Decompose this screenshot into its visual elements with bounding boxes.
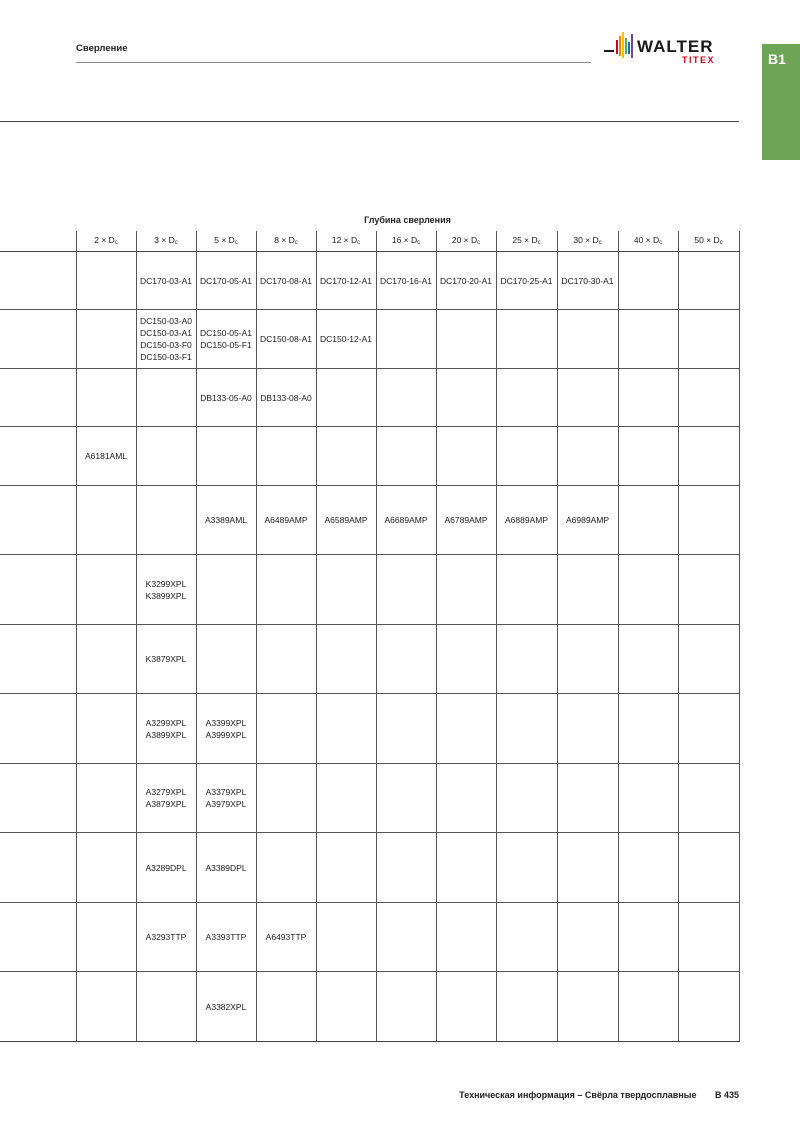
table-cell: [376, 972, 436, 1042]
row-label-cell: [0, 310, 76, 369]
drill-code: A3879XPL: [145, 799, 187, 809]
header-cell-blank: [0, 231, 76, 252]
table-cell: [256, 833, 316, 903]
table-cell: [678, 764, 739, 833]
drill-code: A3393TTP: [205, 932, 247, 942]
header-divider: [76, 62, 591, 63]
table-cell: [496, 694, 557, 764]
table-cell: [618, 764, 678, 833]
walter-titex-logo: [604, 30, 744, 70]
logo-subtext: TITEX: [682, 55, 716, 65]
table-cell: [196, 833, 256, 903]
table-cell: [136, 427, 196, 486]
table-cell: [136, 625, 196, 694]
header-depth-subscript: c: [537, 239, 541, 246]
drill-code: A6989AMP: [566, 515, 609, 525]
table-cell: [256, 764, 316, 833]
header-cell: [678, 231, 739, 252]
drill-code: DC150-03-A1: [140, 328, 192, 338]
table-cell: [316, 555, 376, 625]
header-cell: [196, 231, 256, 252]
table-row: [0, 310, 739, 369]
drill-code: A3382XPL: [205, 1001, 247, 1012]
row-label-cell: [0, 764, 76, 833]
drill-code: A3899XPL: [145, 729, 187, 740]
table-cell: [496, 555, 557, 625]
drill-code: A6489AMP: [264, 515, 308, 525]
table-row: [0, 369, 739, 427]
header-depth-unit: × D: [521, 234, 538, 245]
table-cell: [496, 310, 557, 369]
drill-code: A6493TTP: [265, 932, 307, 942]
header-cell: [436, 231, 496, 252]
table-cell: [618, 486, 678, 555]
table-cell: [196, 369, 256, 427]
table-cell: [496, 486, 557, 555]
table-cell: [76, 427, 136, 486]
drill-code: A3289DPL: [145, 862, 187, 873]
table-cell: [557, 252, 618, 310]
table-cell: [678, 833, 739, 903]
table-cell: [376, 369, 436, 427]
drill-code: DC150-08-A1: [260, 334, 312, 344]
table-cell: [436, 972, 496, 1042]
section-label: Сверление: [76, 43, 128, 54]
row-label-cell: [0, 972, 76, 1042]
table-cell: [436, 764, 496, 833]
drill-code: A6589AMP: [324, 515, 368, 525]
table-cell: [76, 764, 136, 833]
row-label-cell: [0, 625, 76, 694]
row-label-cell: [0, 252, 76, 310]
header-depth-number: 20: [451, 234, 462, 245]
header-depth-number: 5: [214, 234, 219, 245]
table-cell: [557, 903, 618, 972]
table-cell: [496, 764, 557, 833]
table-cell: [76, 486, 136, 555]
drill-code: K3879XPL: [145, 654, 187, 664]
header-depth-subscript: c: [719, 239, 723, 246]
table-cell: [136, 972, 196, 1042]
table-cell: [136, 764, 196, 833]
table-cell: [316, 369, 376, 427]
table-cell: [678, 427, 739, 486]
drill-code: A6789AMP: [444, 515, 488, 525]
drill-code: A3389AML: [204, 515, 248, 525]
table-cell: [316, 252, 376, 310]
table-cell: [436, 625, 496, 694]
header-cell: [76, 231, 136, 252]
table-cell: [196, 972, 256, 1042]
table-cell: [618, 555, 678, 625]
table-cell: [376, 903, 436, 972]
table-cell: [557, 486, 618, 555]
table-cell: [618, 369, 678, 427]
table-cell: [196, 252, 256, 310]
table-row: [0, 486, 739, 555]
table-row: [0, 764, 739, 833]
table-cell: [256, 486, 316, 555]
table-cell: [196, 903, 256, 972]
table-cell: [376, 764, 436, 833]
table-cell: [496, 833, 557, 903]
row-label-cell: [0, 486, 76, 555]
header-cell: [557, 231, 618, 252]
table-cell: [557, 625, 618, 694]
header-depth-number: 25: [512, 234, 522, 245]
logo-text: WALTER: [637, 37, 714, 56]
header-depth-unit: × D: [703, 234, 720, 245]
table-cell: [376, 694, 436, 764]
table-cell: [76, 555, 136, 625]
header-depth-subscript: c: [598, 239, 602, 246]
table-cell: [196, 427, 256, 486]
table-cell: [436, 694, 496, 764]
table-cell: [678, 903, 739, 972]
table-cell: [557, 555, 618, 625]
table-cell: [76, 369, 136, 427]
drill-code: DC150-03-F0: [140, 340, 192, 350]
table-cell: [136, 555, 196, 625]
table-cell: [316, 694, 376, 764]
drill-code: DC150-05-A1: [200, 328, 252, 338]
table-cell: [496, 252, 557, 310]
drill-code: DC170-12-A1: [320, 275, 372, 286]
drill-code: DC170-16-A1: [380, 275, 432, 286]
header-depth-unit: × D: [98, 234, 115, 245]
table-row: [0, 833, 739, 903]
header-depth-number: 50: [694, 234, 704, 245]
table-cell: [376, 555, 436, 625]
header-depth-number: 40: [633, 234, 644, 245]
drill-code: DC150-03-F1: [140, 352, 192, 362]
drill-code: DC170-03-A1: [140, 275, 192, 286]
drill-code: K3899XPL: [145, 590, 187, 601]
table-cell: [678, 310, 739, 369]
drill-code: A6181AML: [84, 451, 128, 461]
header-depth-number: 2: [94, 234, 99, 245]
table-cell: [136, 833, 196, 903]
drill-code: DC150-05-F1: [200, 340, 252, 350]
table-cell: [316, 625, 376, 694]
table-cell: [376, 310, 436, 369]
table-cell: [557, 972, 618, 1042]
header-depth-unit: × D: [278, 234, 295, 245]
drill-code: A3399XPL: [205, 717, 247, 728]
table-cell: [136, 903, 196, 972]
table-cell: [618, 972, 678, 1042]
header-depth-subscript: c: [294, 239, 298, 246]
table-cell: [436, 310, 496, 369]
table-cell: [436, 427, 496, 486]
table-cell: [618, 252, 678, 310]
table-cell: [256, 694, 316, 764]
header-depth-number: 8: [274, 234, 279, 245]
row-label-cell: [0, 427, 76, 486]
drill-code: A3279XPL: [145, 787, 187, 797]
drill-code: DC150-12-A1: [320, 334, 372, 344]
drill-code: DC170-30-A1: [561, 275, 614, 286]
table-cell: [256, 252, 316, 310]
row-label-cell: [0, 903, 76, 972]
header-depth-subscript: c: [114, 239, 118, 246]
table-cell: [136, 369, 196, 427]
drill-code: DB133-05-A0: [200, 392, 252, 403]
footer-text: Техническая информация – Свёрла твердосплавные: [459, 1090, 697, 1100]
header-depth-unit: × D: [582, 234, 599, 245]
table-header-row: [0, 231, 739, 252]
table-cell: [678, 555, 739, 625]
table-cell: [678, 694, 739, 764]
table-row: [0, 694, 739, 764]
table-cell: [256, 555, 316, 625]
drill-code: A3389DPL: [205, 862, 247, 873]
drill-code: DC170-05-A1: [200, 275, 252, 286]
table-cell: [557, 310, 618, 369]
header-depth-unit: × D: [158, 234, 175, 245]
table-cell: [678, 369, 739, 427]
drill-code: DB133-08-A0: [260, 392, 312, 403]
table-cell: [618, 427, 678, 486]
table-cell: [557, 833, 618, 903]
row-label-cell: [0, 369, 76, 427]
table-cell: [557, 694, 618, 764]
table-cell: [136, 310, 196, 369]
drill-code: A3379XPL: [205, 787, 247, 797]
header-depth-unit: × D: [401, 234, 418, 245]
table-cell: [136, 694, 196, 764]
table-cell: [196, 694, 256, 764]
table-cell: [256, 369, 316, 427]
header-depth-subscript: c: [357, 239, 361, 246]
table-cell: [136, 252, 196, 310]
table-cell: [496, 972, 557, 1042]
table-cell: [376, 252, 436, 310]
drill-code: DC170-25-A1: [500, 275, 553, 286]
table-cell: [436, 486, 496, 555]
table-cell: [436, 833, 496, 903]
table-cell: [76, 310, 136, 369]
table-cell: [256, 427, 316, 486]
header-depth-number: 30: [573, 234, 583, 245]
table-cell: [436, 903, 496, 972]
table-cell: [196, 625, 256, 694]
table-top-rule: [0, 121, 739, 122]
table-cell: [496, 427, 557, 486]
page-number: B 435: [714, 1090, 739, 1100]
drill-code: DC150-03-A0: [140, 316, 192, 326]
table-cell: [618, 694, 678, 764]
depth-caption: Глубина сверления: [364, 215, 451, 225]
table-cell: [618, 903, 678, 972]
table-cell: [557, 369, 618, 427]
row-label-cell: [0, 694, 76, 764]
table-cell: [618, 833, 678, 903]
table-row: [0, 972, 739, 1042]
table-cell: [316, 486, 376, 555]
drill-code: A6889AMP: [505, 515, 548, 525]
header-depth-subscript: c: [417, 239, 421, 246]
table-row: [0, 252, 739, 310]
table-cell: [76, 972, 136, 1042]
chapter-tab-label: B1: [768, 51, 786, 67]
page-footer: [459, 1090, 739, 1100]
table-cell: [196, 555, 256, 625]
table-cell: [76, 833, 136, 903]
header-depth-unit: × D: [341, 234, 358, 245]
table-cell: [496, 903, 557, 972]
table-cell: [256, 625, 316, 694]
row-label-cell: [0, 555, 76, 625]
table-cell: [557, 764, 618, 833]
table-cell: [256, 972, 316, 1042]
drill-code: A3999XPL: [205, 729, 247, 740]
table-cell: [436, 252, 496, 310]
table-cell: [618, 310, 678, 369]
table-cell: [678, 972, 739, 1042]
table-cell: [678, 625, 739, 694]
table-cell: [436, 555, 496, 625]
header-cell: [496, 231, 557, 252]
table-cell: [316, 903, 376, 972]
table-cell: [76, 903, 136, 972]
table-cell: [316, 764, 376, 833]
header-depth-subscript: c: [234, 239, 238, 246]
table-cell: [557, 427, 618, 486]
table-cell: [376, 427, 436, 486]
table-cell: [76, 252, 136, 310]
table-cell: [496, 625, 557, 694]
table-cell: [316, 833, 376, 903]
table-cell: [316, 310, 376, 369]
table-row: [0, 427, 739, 486]
table-cell: [136, 486, 196, 555]
table-cell: [196, 764, 256, 833]
table-cell: [256, 310, 316, 369]
header-depth-unit: × D: [461, 234, 478, 245]
drill-code: DC170-08-A1: [260, 275, 312, 286]
table-cell: [256, 903, 316, 972]
table-cell: [196, 486, 256, 555]
header-depth-unit: × D: [643, 234, 660, 245]
drill-code: A3293TTP: [145, 932, 187, 942]
table-cell: [316, 427, 376, 486]
header-depth-number: 12: [331, 234, 342, 245]
table-row: [0, 625, 739, 694]
table-cell: [76, 694, 136, 764]
table-row: [0, 555, 739, 625]
table-cell: [316, 972, 376, 1042]
table-cell: [376, 833, 436, 903]
table-cell: [76, 625, 136, 694]
header-depth-subscript: c: [659, 239, 663, 246]
table-cell: [496, 369, 557, 427]
header-cell: [376, 231, 436, 252]
header-depth-subscript: c: [477, 239, 481, 246]
header-depth-number: 3: [154, 234, 159, 245]
table-cell: [436, 369, 496, 427]
table-cell: [618, 625, 678, 694]
drill-code: K3299XPL: [145, 578, 187, 589]
header-cell: [256, 231, 316, 252]
header-cell: [618, 231, 678, 252]
table-cell: [678, 486, 739, 555]
table-cell: [376, 625, 436, 694]
table-row: [0, 903, 739, 972]
drill-code: A6689AMP: [384, 515, 428, 525]
row-label-cell: [0, 833, 76, 903]
table-cell: [376, 486, 436, 555]
depth-table: [0, 231, 740, 1042]
drill-code: A3299XPL: [145, 717, 187, 728]
header-cell: [136, 231, 196, 252]
table-cell: [678, 252, 739, 310]
header-cell: [316, 231, 376, 252]
header-depth-number: 16: [391, 234, 402, 245]
chapter-tab: [762, 44, 800, 160]
drill-code: DC170-20-A1: [440, 275, 492, 286]
table-cell: [196, 310, 256, 369]
header-depth-unit: × D: [218, 234, 235, 245]
header-depth-subscript: c: [174, 239, 178, 246]
drill-code: A3979XPL: [205, 799, 247, 809]
